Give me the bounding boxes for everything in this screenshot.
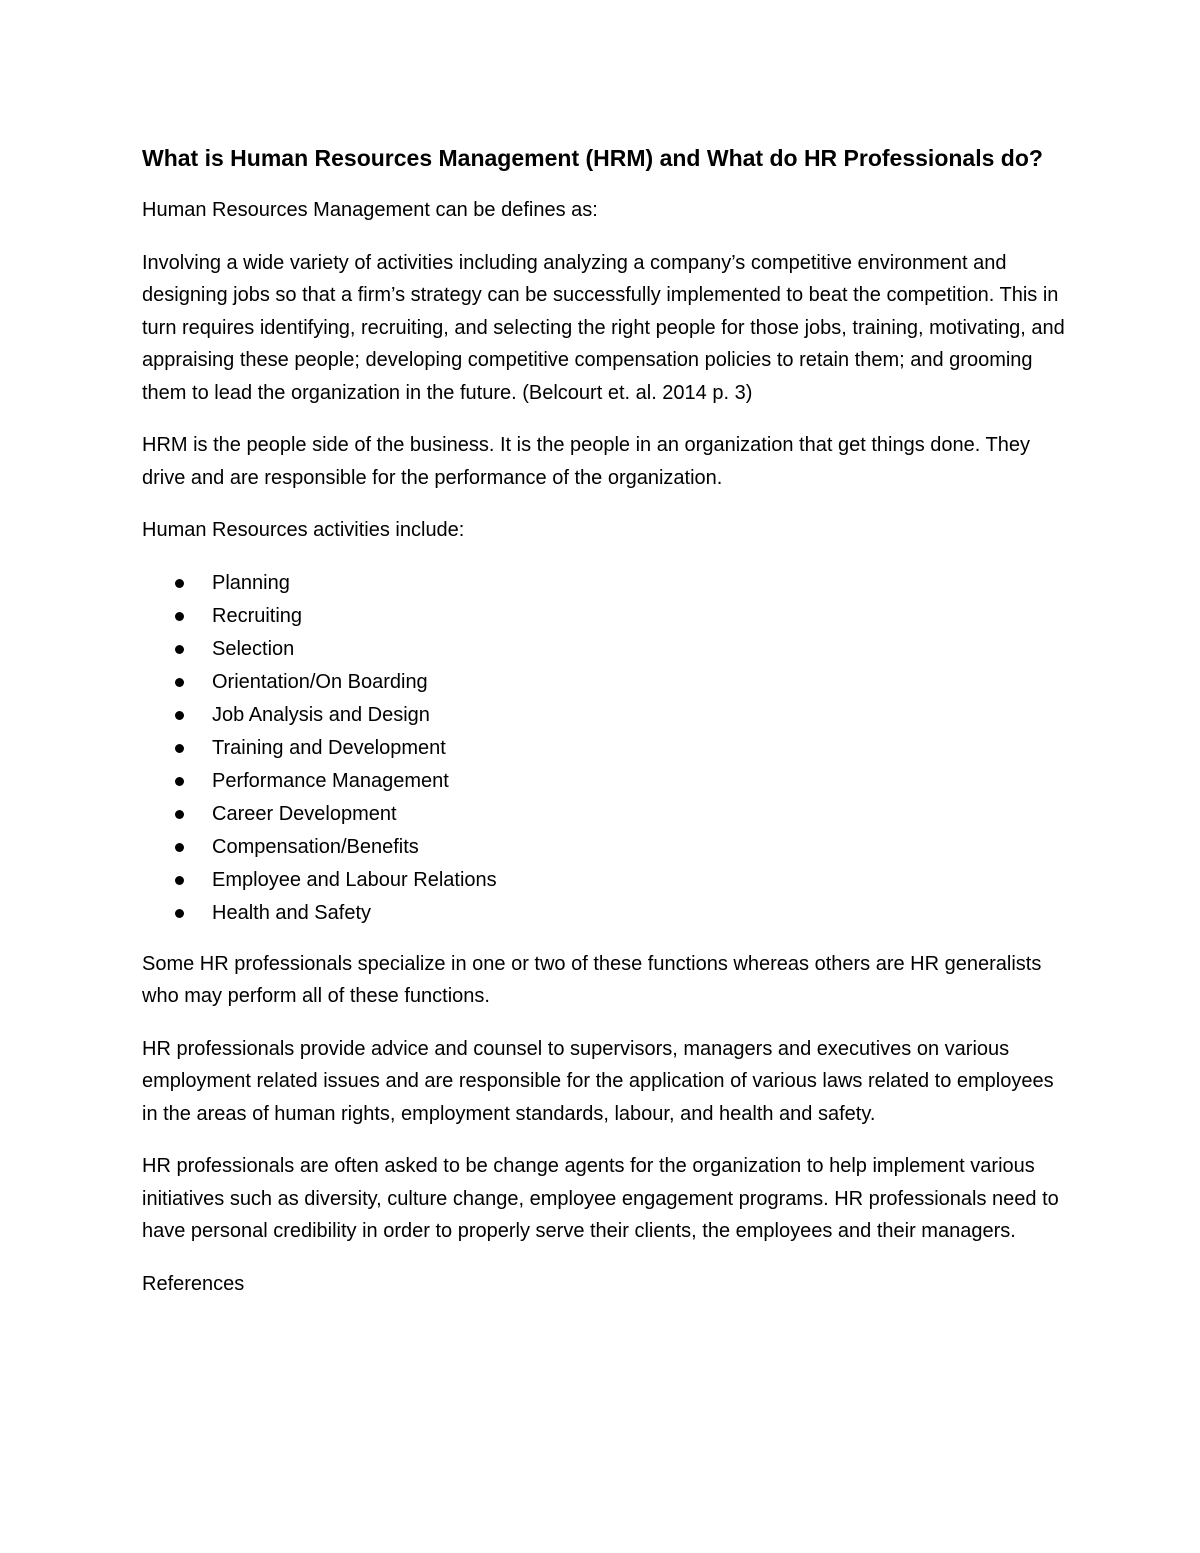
bullet-icon [175, 876, 184, 885]
list-item-label: Recruiting [212, 604, 303, 627]
list-item [142, 600, 1072, 633]
list-item [142, 633, 1072, 666]
list-item-label: Planning [212, 571, 290, 594]
bullet-icon [175, 744, 184, 753]
specialize-paragraph: Some HR professionals specialize in one or two of these functions whereas others are HR generalists who may perform all of these functions. [142, 952, 1042, 1007]
list-item-label: Job Analysis and Design [212, 703, 430, 726]
document-page [142, 142, 1072, 1320]
list-item [142, 765, 1072, 798]
list-item [142, 699, 1072, 732]
bullet-icon [175, 711, 184, 720]
change-agents-paragraph: HR professionals are often asked to be change agents for the organization to help implement various initiatives such as diversity, culture change, employee engagement programs. HR professionals need to have personal credibility in order to properly serve their clients, the employees and their managers. [142, 1155, 1059, 1242]
list-item-label: Employee and Labour Relations [212, 868, 497, 891]
bullet-icon [175, 810, 184, 819]
list-item-label: Compensation/Benefits [212, 835, 419, 858]
list-item [142, 798, 1072, 831]
list-item-label: Career Development [212, 802, 397, 825]
list-item [142, 831, 1072, 864]
list-item-label: Training and Development [212, 736, 446, 759]
bullet-icon [175, 843, 184, 852]
definition-paragraph: Involving a wide variety of activities including analyzing a company’s competitive environment and designing jobs so that a firm’s strategy can be successfully implemented to beat the competition. This in turn requires identifying, recruiting, and selecting the right people for those jobs, training, motivating, and appraising these people; developing competitive compensation policies to retain them; and grooming them to lead the organization in the future. (Belcourt et. al. 2014 p. 3) [142, 251, 1065, 404]
list-item-label: Performance Management [212, 769, 449, 792]
list-item-label: Health and Safety [212, 901, 371, 924]
bullet-icon [175, 678, 184, 687]
advice-paragraph: HR professionals provide advice and counsel to supervisors, managers and executives on various employment related issues and are responsible for the application of various laws related to employees in the areas of human rights, employment standards, labour, and health and safety. [142, 1037, 1054, 1125]
people-side-paragraph: HRM is the people side of the business. It is the people in an organization that get things done. They drive and are responsible for the performance of the organization. [142, 434, 1030, 489]
document-title: What is Human Resources Management (HRM) and What do HR Professionals do? [142, 145, 1043, 171]
list-item [142, 567, 1072, 600]
list-item [142, 897, 1072, 930]
bullet-icon [175, 645, 184, 654]
activities-list [142, 567, 1072, 930]
definition-intro: Human Resources Management can be defines as: [142, 199, 598, 221]
list-item [142, 864, 1072, 897]
bullet-icon [175, 579, 184, 588]
bullet-icon [175, 909, 184, 918]
activities-intro: Human Resources activities include: [142, 519, 465, 541]
list-item [142, 732, 1072, 765]
references-heading: References [142, 1272, 245, 1295]
list-item [142, 666, 1072, 699]
bullet-icon [175, 612, 184, 621]
bullet-icon [175, 777, 184, 786]
list-item-label: Orientation/On Boarding [212, 670, 428, 693]
list-item-label: Selection [212, 637, 295, 660]
